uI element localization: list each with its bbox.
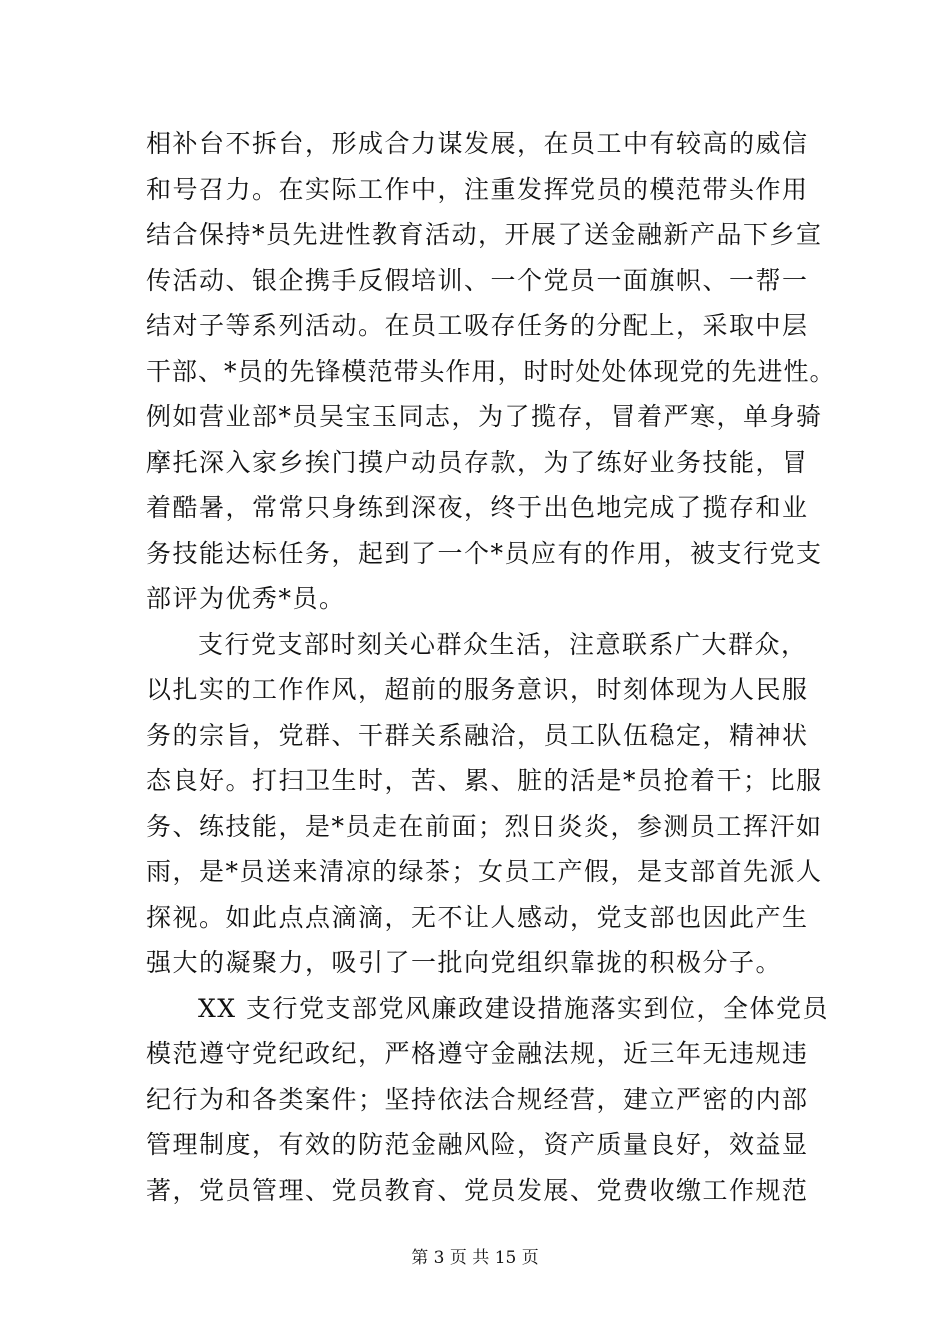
text-line: 部评为优秀*员。	[146, 584, 346, 613]
text-line: 结对子等系列活动。在员工吸存任务的分配上，采取中层	[146, 311, 809, 340]
text-line: 务技能达标任务，起到了一个*员应有的作用，被支行党支	[146, 538, 823, 568]
text-line: 纪行为和各类案件；坚持依法合规经营，建立严密的内部	[146, 1084, 809, 1114]
text-line: 务、练技能，是*员走在前面；烈日炎炎，参测员工挥汗如	[146, 811, 823, 841]
text-line: 结合保持*员先进性教育活动，开展了送金融新产品下乡宣	[146, 220, 823, 249]
text-line: 著，党员管理、党员教育、党员发展、党费收缴工作规范	[146, 1175, 809, 1205]
text-line: 传活动、银企携手反假培训、一个党员一面旗帜、一帮一	[146, 265, 809, 295]
text-line: 和号召力。在实际工作中，注重发挥党员的模范带头作用	[146, 174, 809, 204]
paragraph-first-line: 支行党支部时刻关心群众生活，注意联系广大群众，	[198, 629, 808, 659]
text-line: 着酷暑，常常只身练到深夜，终于出色地完成了揽存和业	[146, 493, 809, 522]
text-line: 探视。如此点点滴滴，无不让人感动，党支部也因此产生	[146, 902, 809, 932]
text-line: 例如营业部*员吴宝玉同志，为了揽存，冒着严寒，单身骑	[146, 402, 823, 431]
text-line: 模范遵守党纪政纪，严格遵守金融法规，近三年无违规违	[146, 1039, 809, 1068]
body-text	[146, 121, 836, 1213]
paragraph-first-line: XX 支行党支部党风廉政建设措施落实到位，全体党员	[198, 993, 830, 1023]
text-line: 管理制度，有效的防范金融风险，资产质量良好，效益显	[146, 1130, 809, 1159]
page-number-footer: 第 3 页 共 15 页	[411, 1248, 539, 1268]
text-line: 雨，是*员送来清凉的绿茶；女员工产假，是支部首先派人	[146, 857, 823, 886]
text-line: 态良好。打扫卫生时，苦、累、脏的活是*员抢着干；比服	[146, 766, 823, 795]
text-line: 务的宗旨，党群、干群关系融洽，员工队伍稳定，精神状	[146, 720, 809, 750]
text-line: 干部、*员的先锋模范带头作用，时时处处体现党的先进性。	[146, 356, 836, 386]
text-line: 相补台不拆台，形成合力谋发展，在员工中有较高的威信	[146, 129, 809, 158]
text-line: 强大的凝聚力，吸引了一批向党组织靠拢的积极分子。	[146, 948, 783, 977]
text-line: 以扎实的工作作风，超前的服务意识，时刻体现为人民服	[146, 675, 809, 704]
text-line: 摩托深入家乡挨门摸户动员存款，为了练好业务技能，冒	[146, 447, 809, 477]
